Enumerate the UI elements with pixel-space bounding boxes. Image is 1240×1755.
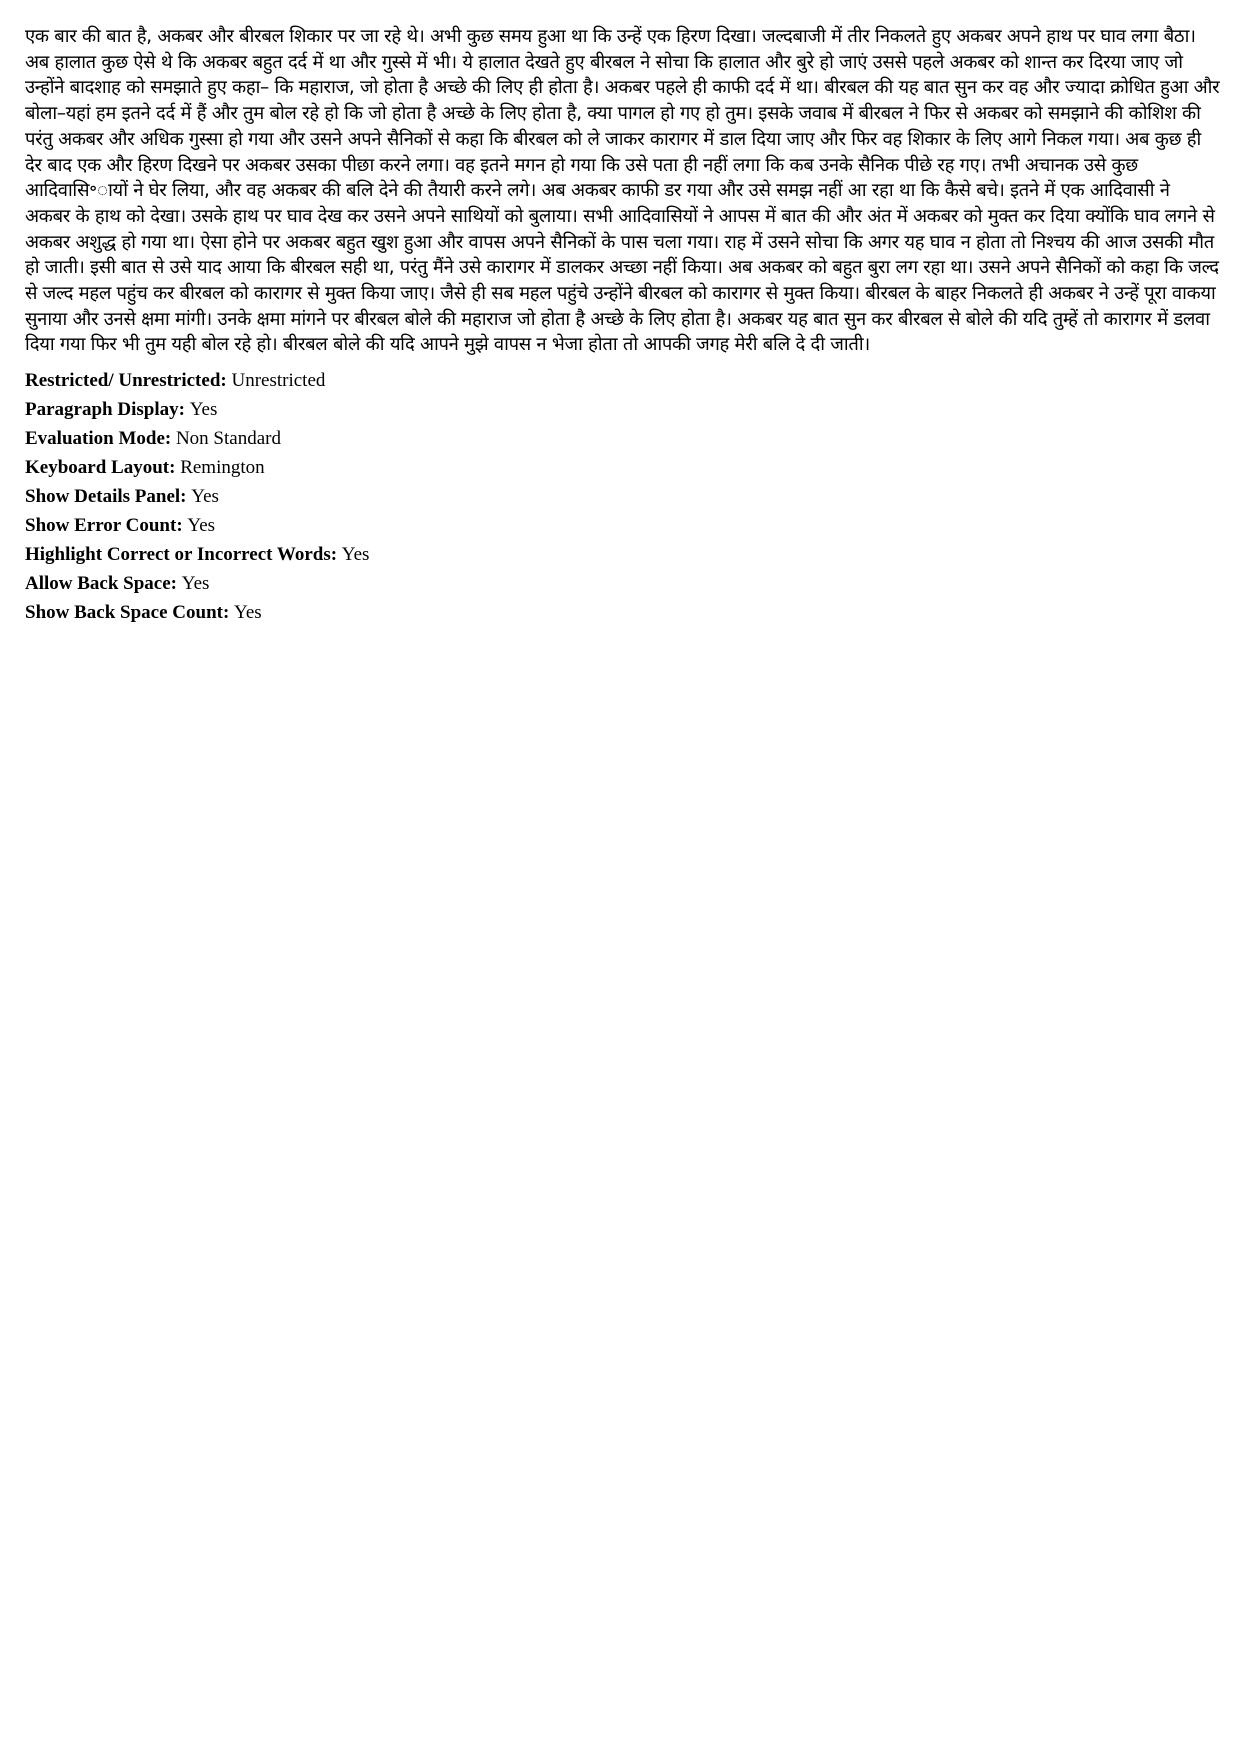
setting-label: Highlight Correct or Incorrect Words:: [25, 544, 342, 566]
setting-value: Remington: [180, 457, 265, 479]
typing-passage: एक बार की बात है, अकबर और बीरबल शिकार पर जा रहे थे। अभी कुछ समय हुआ था कि उन्हें एक हिरण दिखा। जल्दबाजी में तीर निकलते हुए अकबर अपने हाथ पर घाव लगा बैठा। अब हालात कुछ ऐसे थे कि अकबर बहुत दर्द में था और गुस्से में भी। ये हालात देखते हुए बीरबल ने सोचा कि हालात और बुरे हो जाएं उससे पहले अकबर को शान्त कर दिरया जाए जो उन्होंने बादशाह को समझाते हुए कहा– कि महाराज, जो होता है अच्छे की लिए ही होता है। अकबर पहले ही काफी दर्द में था। बीरबल की यह बात सुन कर वह और ज्यादा क्रोधित हुआ और बोला–यहां हम इतने दर्द में हैं और तुम बोल रहे हो कि जो होता है अच्छे के लिए होता है, क्या पागल हो गए हो तुम। इसके जवाब में बीरबल ने फिर से अकबर को समझाने की कोशिश की परंतु अकबर और अधिक गुस्सा हो गया और उसने अपने सैनिकों से कहा कि बीरबल को ले जाकर कारागर में डाल दिया जाए और फिर वह शिकार के लिए आगे निकल गया। अब कुछ ही देर बाद एक और हिरण दिखने पर अकबर उसका पीछा करने लगा। वह इतने मगन हो गया कि उसे पता ही नहीं लगा कि कब उनके सैनिक पीछे रह गए। तभी अचानक उसे कुछ आदिवासि॰ायों ने घेर लिया, और वह अकबर की बलि देने की तैयारी करने लगे। अब अकबर काफी डर गया और उसे समझ नहीं आ रहा था कि कैसे बचे। इतने में एक आदिवासी ने अकबर के हाथ को देखा। उसके हाथ पर घाव देख कर उसने अपने साथियों को बुलाया। सभी आदिवासियों ने आपस में बात की और अंत में अकबर को मुक्त कर दिया क्योंकि घाव लगने से अकबर अशुद्ध हो गया था। ऐसा होने पर अकबर बहुत खुश हुआ और वापस अपने सैनिकों के पास चला गया। राह में उसने सोचा कि अगर यह घाव न होता तो निश्चय की आज उसकी मौत हो जाती। इसी बात से उसे याद आया कि बीरबल सही था, परंतु मैंने उसे कारागर में डालकर अच्छा नहीं किया। अब अकबर को बहुत बुरा लग रहा था। उसने अपने सैनिकों को कहा कि जल्द से जल्द महल पहुंच कर बीरबल को कारागर से मुक्त किया जाए। जैसे ही सब महल पहुंचे उन्होंने बीरबल को कारागर से मुक्त किया। बीरबल के बाहर निकलते ही अकबर ने उन्हें पूरा वाकया सुनाया और उनसे क्षमा मांगी। उनके क्षमा मांगने पर बीरबल बोले की महाराज जो होता है अच्छे के लिए होता है। अकबर यह बात सुन कर बीरबल से बोले की यदि तुम्हें तो कारागर में डलवा दिया गया फिर भी तुम यही बोल रहे हो। बीरबल बोले की यदि आपने मुझे वापस न भेजा होता तो आपकी जगह मेरी बलि दे दी जाती।: [25, 26, 1220, 356]
setting-label: Show Back Space Count:: [25, 602, 235, 624]
setting-label: Paragraph Display:: [25, 399, 190, 421]
setting-value: Yes: [187, 515, 216, 537]
setting-label: Restricted/ Unrestricted:: [25, 370, 232, 392]
setting-value: Yes: [191, 486, 219, 508]
setting-show-details-panel: [25, 482, 1220, 511]
setting-label: Allow Back Space:: [25, 573, 182, 595]
setting-label: Evaluation Mode:: [25, 428, 176, 450]
setting-value: Yes: [234, 602, 262, 624]
setting-restricted: [25, 366, 1220, 395]
setting-highlight-words: [25, 540, 1220, 569]
setting-value: Non Standard: [175, 428, 281, 450]
document-page: [25, 24, 1220, 627]
setting-keyboard-layout: [25, 453, 1220, 482]
setting-paragraph-display: [25, 395, 1220, 424]
test-settings-list: [25, 366, 1220, 627]
setting-value: Yes: [341, 544, 370, 566]
setting-label: Keyboard Layout:: [25, 457, 181, 479]
setting-value: Yes: [189, 399, 218, 421]
setting-label: Show Error Count:: [25, 515, 188, 537]
setting-show-error-count: [25, 511, 1220, 540]
setting-value: Yes: [181, 573, 210, 595]
setting-value: Unrestricted: [231, 370, 326, 392]
setting-allow-back-space: [25, 569, 1220, 598]
setting-evaluation-mode: [25, 424, 1220, 453]
setting-show-back-space-count: [25, 598, 1220, 627]
setting-label: Show Details Panel:: [25, 486, 192, 508]
